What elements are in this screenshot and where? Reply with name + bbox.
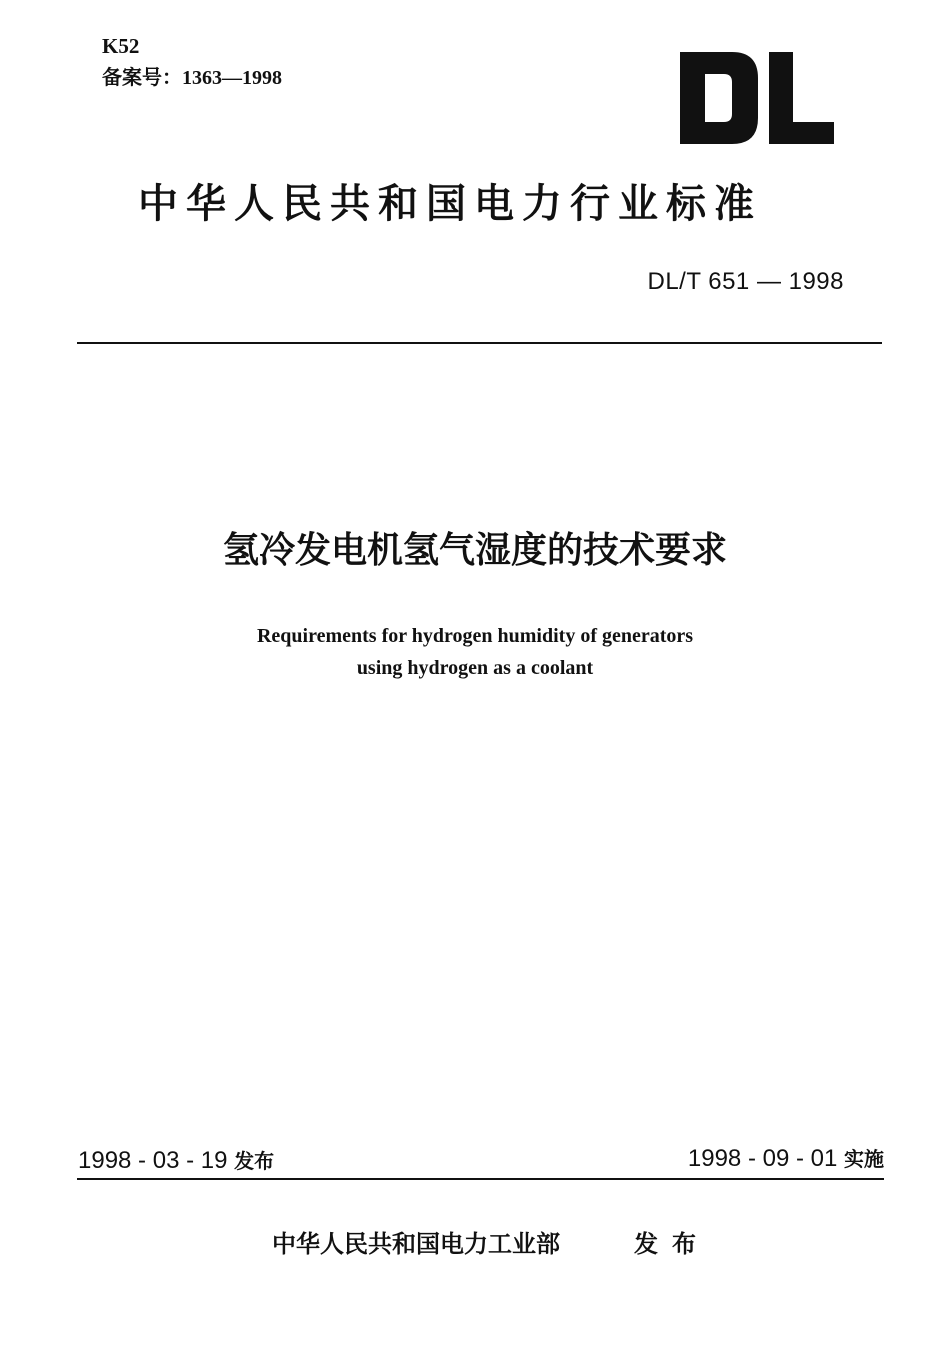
dl-logo-l xyxy=(769,52,834,144)
issuing-action: 发布 xyxy=(634,1230,710,1258)
issue-date-block xyxy=(78,1146,274,1176)
filing-number: 备案号：1363—1998 xyxy=(102,67,282,89)
implementation-date: 1998 - 09 - 01 xyxy=(687,1145,838,1172)
bottom-divider xyxy=(77,1178,884,1180)
standard-number: DL/T 651 — 1998 xyxy=(647,268,844,295)
classification-code: K52 xyxy=(102,34,140,58)
implementation-date-block xyxy=(688,1144,884,1174)
issue-label: 发布 xyxy=(234,1149,275,1173)
dl-logo-d xyxy=(680,52,758,144)
issue-date: 1998 - 03 - 19 xyxy=(78,1147,228,1174)
industry-standard-title: 中华人民共和国电力行业标准 xyxy=(138,181,762,227)
document-title-english xyxy=(0,620,950,684)
issuing-authority: 中华人民共和国电力工业部 xyxy=(272,1230,560,1258)
document-title-chinese: 氢冷发电机氢气湿度的技术要求 xyxy=(222,530,727,571)
english-title-line-2: using hydrogen as a coolant xyxy=(356,657,594,679)
top-divider xyxy=(77,342,882,344)
english-title-line-1: Requirements for hydrogen humidity of generators xyxy=(256,625,694,647)
dl-logo xyxy=(680,52,834,144)
implementation-label: 实施 xyxy=(844,1147,884,1171)
